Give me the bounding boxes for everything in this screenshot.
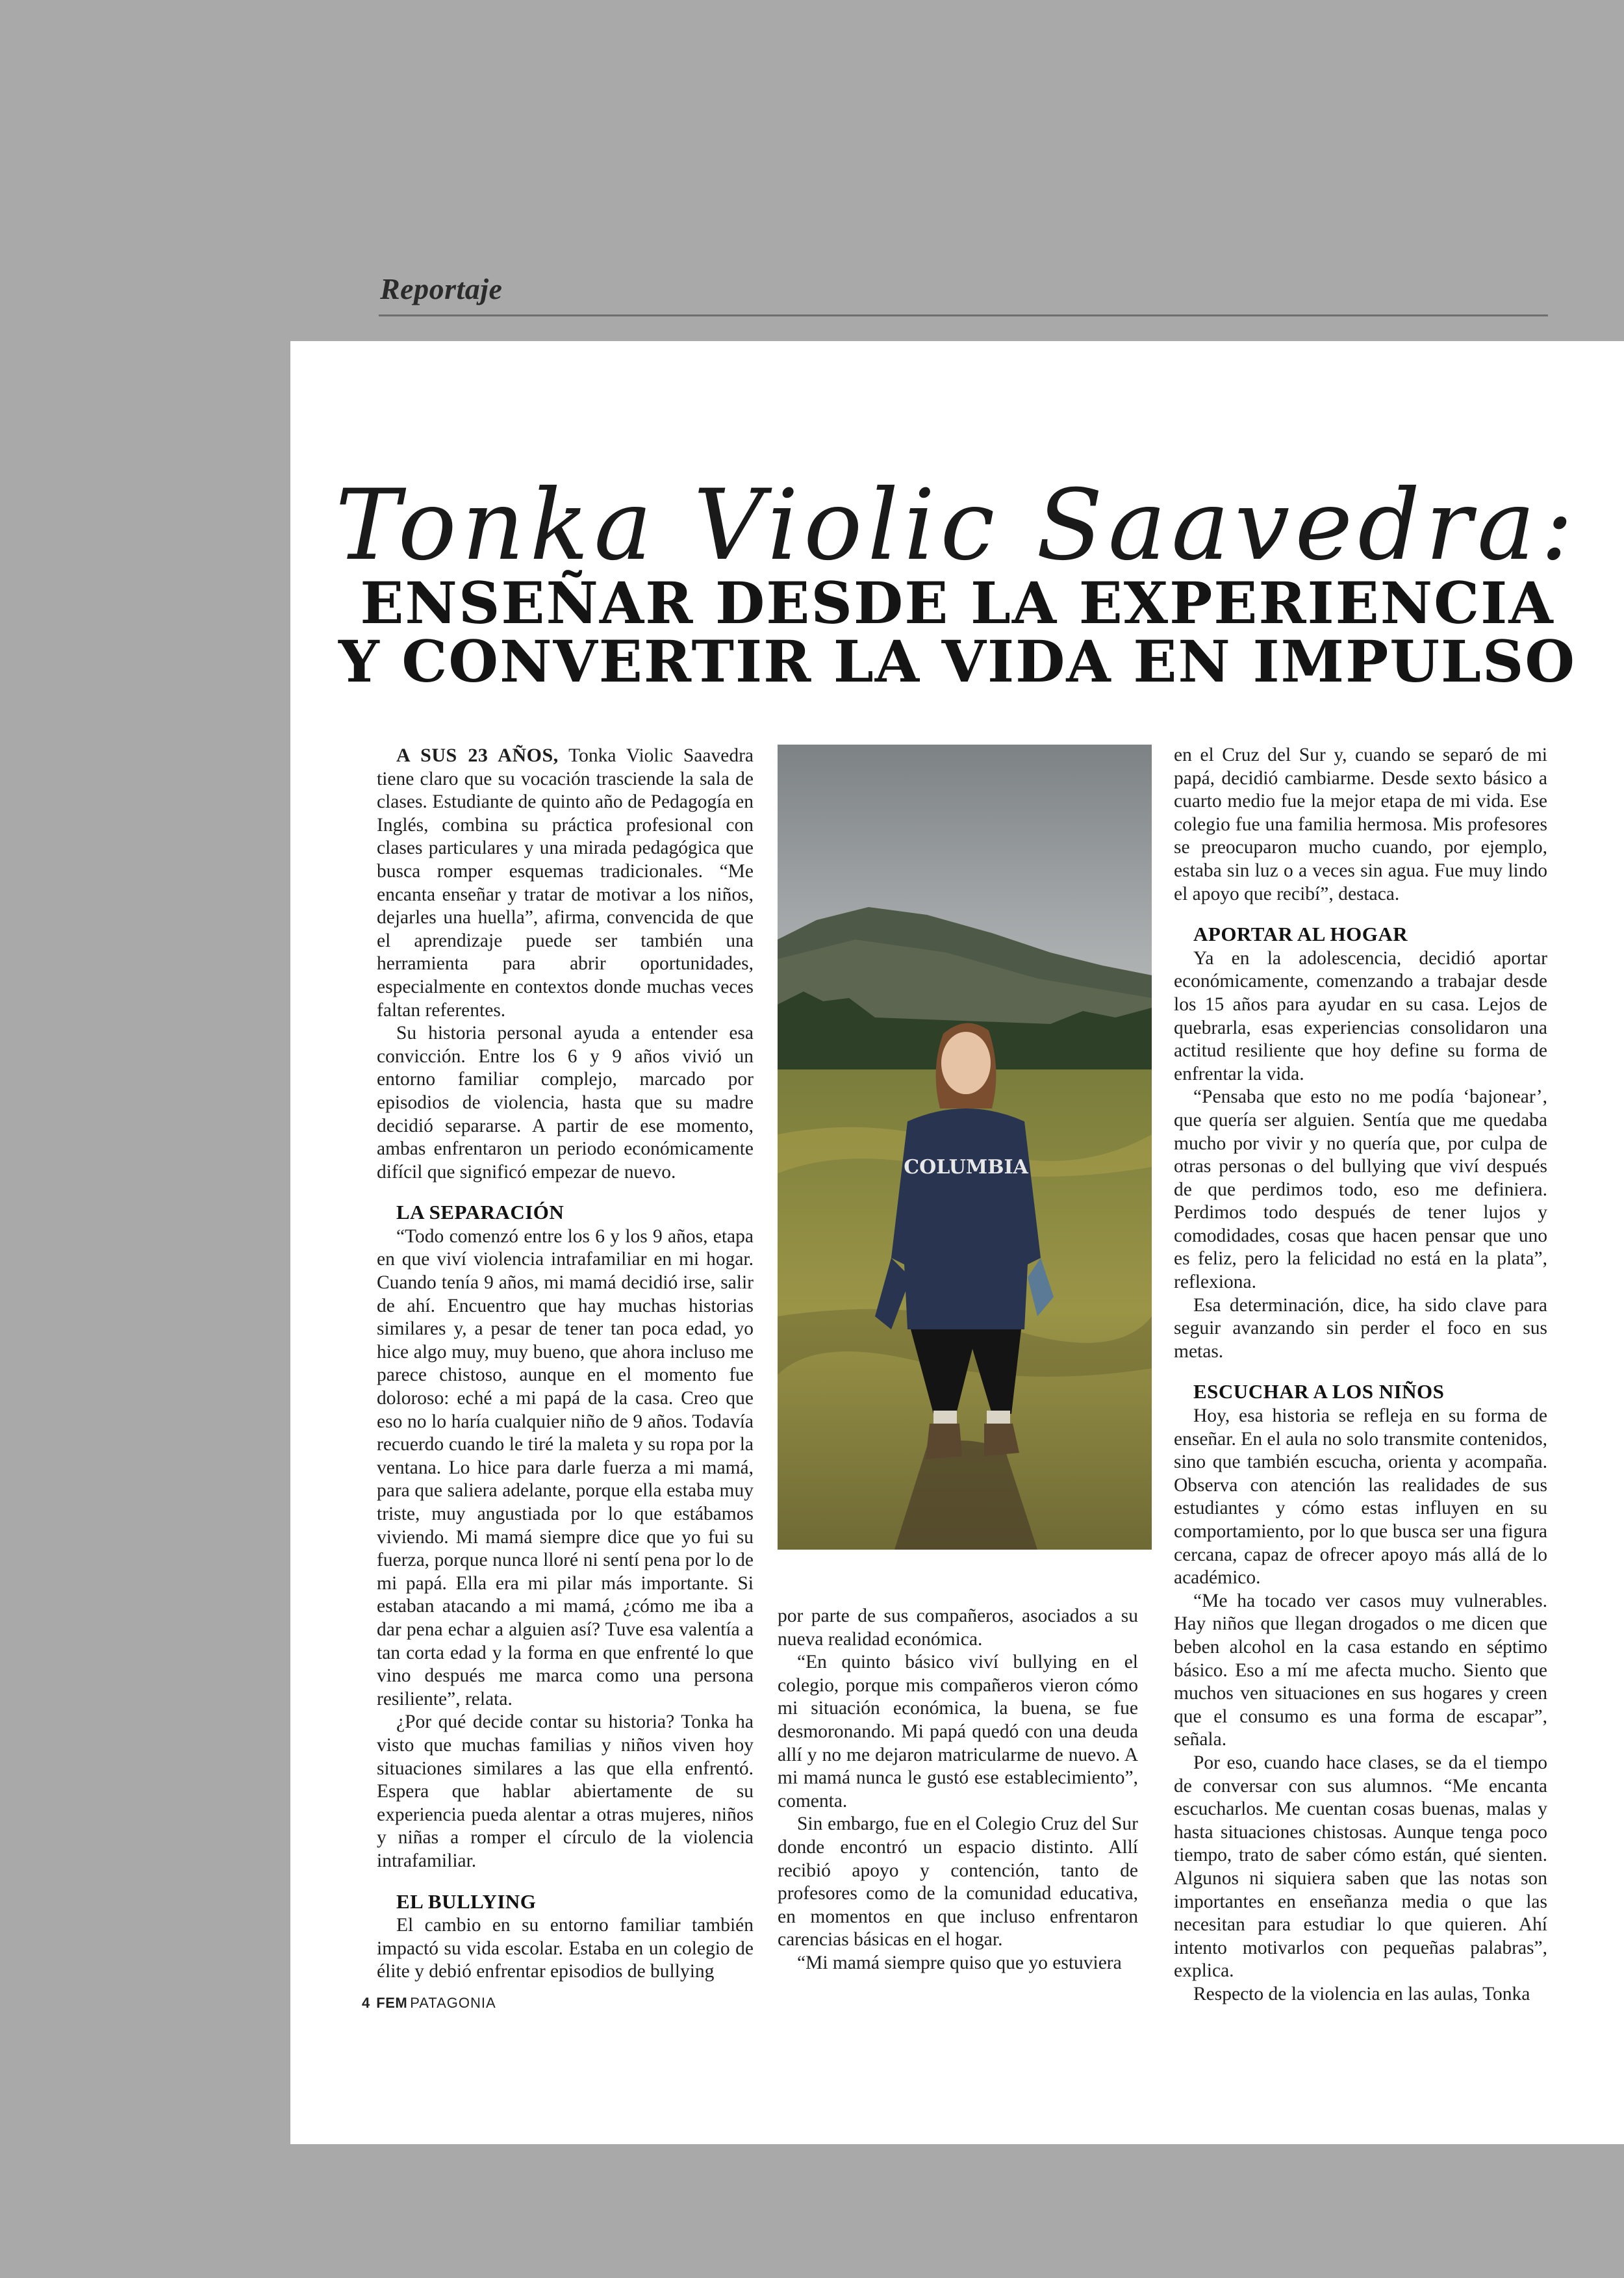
- paragraph: Ya en la adolescencia, decidió aportar económicamente, comenzando a trabajar desde los 15 años para ayudar en su casa. Lejos de quebrarla, esas experiencias consolidaron una actitud resiliente que hoy define su forma de enfrentar la vida.: [1174, 947, 1547, 1084]
- paragraph: “Mi mamá siempre quiso que yo estuviera: [797, 1952, 1122, 1973]
- paragraph: “En quinto básico viví bullying en el colegio, porque mis compañeros vieron cómo mi situación económica, la buena, se fue desmoronando. Mi papá quedó con una deuda allí y no me dejaron matricularme de nuevo. A mi mamá nunca le gustó ese establecimiento”, comenta.: [778, 1652, 1138, 1811]
- sweatshirt-text: COLUMBIA: [904, 1156, 1028, 1179]
- paragraph-intro: A SUS 23 AÑOS, Tonka Violic Saavedra tiene claro que su vocación trasciende la sala de clases. Estudiante de quinto año de Pedagogía en Inglés, combina su práctica profesional con clases particulares y una mirada pedagógica que busca romper esquemas tradicionales. “Me encanta enseñar y tratar de motivar a los niños, dejarles una huella”, afirma, convencida de que el aprendizaje puede ser también una herramienta para abrir oportunidades, especialmente en contextos donde muchas veces faltan referentes.: [377, 745, 754, 1021]
- subheading-separacion: LA SEPARACIÓN: [396, 1201, 565, 1224]
- headline-line-2: Y CONVERTIR LA VIDA EN IMPULSO: [338, 628, 1577, 695]
- column-right: [1174, 744, 1547, 2006]
- subheading-hogar: APORTAR AL HOGAR: [1193, 923, 1408, 946]
- paragraph: “Pensaba que esto no me podía ‘bajonear’, que quería ser alguien. Sentía que me quedaba mucho por vivir y no quería que, por culpa de otras personas o del bullying que viví después de que perdimos todo, eso me definiera. Perdimos todo después de tener lujos y comodidades, cosas que hacen pensar que uno es feliz, pero la felicidad no está en la plata”, reflexiona.: [1174, 1086, 1547, 1293]
- paragraph: Respecto de la violencia en las aulas, Tonka: [1193, 1983, 1530, 2004]
- paragraph: Su historia personal ayuda a entender esa convicción. Entre los 6 y 9 años vivió un entorno familiar complejo, marcado por episodios de violencia, hasta que su madre decidió separarse. A partir de ese momento, ambas enfrentaron un periodo económicamente difícil que significó empezar de nuevo.: [377, 1023, 754, 1183]
- page-footer: [362, 1995, 496, 2012]
- paragraph: Por eso, cuando hace clases, se da el tiempo de conversar con sus alumnos. “Me encanta escucharlos. Me cuentan cosas buenas, malas y hasta situaciones chistosas. Aunque tenga poco tiempo, trato de saber cómo están, qué sienten. Algunos ni siquiera saben que las notas son importantes en enseñanza media o que las necesitan para estudiar lo que quieren. Ahí intento motivarlos con pequeñas palabras”, explica.: [1174, 1752, 1547, 1982]
- paragraph: ¿Por qué decide contar su historia? Tonka ha visto que muchas familias y niños viven hoy situaciones similares a las que ella enfrentó. Espera que hablar abiertamente de su experiencia pueda alentar a otras mujeres, niños y niñas a romper el círculo de la violencia intrafamiliar.: [377, 1711, 754, 1871]
- subheading-bullying: EL BULLYING: [396, 1889, 537, 1913]
- paragraph: “Me ha tocado ver casos muy vulnerables. Hay niños que llegan drogados o me dicen que beben alcohol en la casa estando en séptimo básico. Eso a mí me afecta mucho. Siento que muchos ven situaciones en sus hogares y creen que el consumo es una forma de escapar”, señala.: [1174, 1590, 1547, 1750]
- script-title-text: Tonka Violic Saavedra:: [335, 469, 1579, 582]
- paragraph: en el Cruz del Sur y, cuando se separó de mi papá, decidió cambiarme. Desde sexto básico a cuarto medio fue la mejor etapa de mi vida. Ese colegio fue una familia hermosa. Mis profesores se preocuparon mucho cuando, por ejemplo, estaba sin luz o a veces sin agua. Fue muy lindo el apoyo que recibí”, destaca.: [1174, 745, 1547, 904]
- paragraph: El cambio en su entorno familiar también impactó su vida escolar. Estaba en un colegio de élite y debió enfrentar episodios de bullying: [377, 1915, 754, 1982]
- column-middle: [778, 1605, 1138, 1975]
- paragraph: Esa determinación, dice, ha sido clave para seguir avanzando sin perder el foco en sus metas.: [1174, 1294, 1547, 1362]
- paragraph: Sin embargo, fue en el Colegio Cruz del Sur donde encontró un espacio distinto. Allí recibió apoyo y contención, tanto de profesores como de la comunidad educativa, en momentos en que incluso enfrentaron carencias básicas en el hogar.: [778, 1813, 1138, 1951]
- subheading-ninos: ESCUCHAR A LOS NIÑOS: [1193, 1380, 1445, 1403]
- section-rule: [379, 314, 1548, 316]
- article-page: [290, 341, 1624, 2144]
- magazine-subtitle: PATAGONIA: [410, 1995, 496, 2011]
- portrait-photo: [778, 745, 1152, 1550]
- lead-in: A SUS 23 AÑOS,: [396, 745, 559, 766]
- column-left: [377, 744, 754, 1984]
- paragraph: “Todo comenzó entre los 6 y los 9 años, etapa en que viví violencia intrafamiliar en mi hogar. Cuando tenía 9 años, mi mamá decidió irse, salir de ahí. Encuentro que hay muchas historias similares y, a pesar de tener tan poca edad, yo hice algo muy, muy bueno, que ahora incluso me parece chistoso, aunque en el momento fue doloroso: eché a mi papá de la casa. Creo que eso no lo haría cualquier niño de 9 años. Todavía recuerdo cuando le tiré la maleta y su ropa por la ventana. Lo hice para darle fuerza a mi mamá, para que saliera adelante, porque ella estaba muy triste, muy angustiada por lo que estábamos viviendo. Mi mamá siempre dice que yo fui su fuerza, porque nunca lloré ni sentí pena por lo de mi papá. Ella era mi pilar más importante. Si estaban atacando a mi mamá, ¿cómo me iba a dar pena echar a alguien así? Tuve esa valentía a tan corta edad y la forma en que enfrenté lo que vino después me marca como una persona resiliente”, relata.: [377, 1225, 754, 1709]
- paragraph: por parte de sus compañeros, asociados a su nueva realidad económica.: [778, 1606, 1138, 1650]
- headline-line-1: ENSEÑAR DESDE LA EXPERIENCIA: [360, 569, 1554, 637]
- section-label: Reportaje: [380, 272, 503, 305]
- page-number: 4: [362, 1995, 370, 2011]
- magazine-brand: FEM: [376, 1995, 408, 2011]
- paragraph: Hoy, esa historia se refleja en su forma de enseñar. En el aula no solo transmite contenidos, sino que también escucha, orienta y acompaña. Observa con atención las realidades de sus estudiantes y cómo estas influyen en su comportamiento, por lo que busca ser una figura cercana, capaz de ofrecer apoyo más allá de lo académico.: [1174, 1405, 1547, 1589]
